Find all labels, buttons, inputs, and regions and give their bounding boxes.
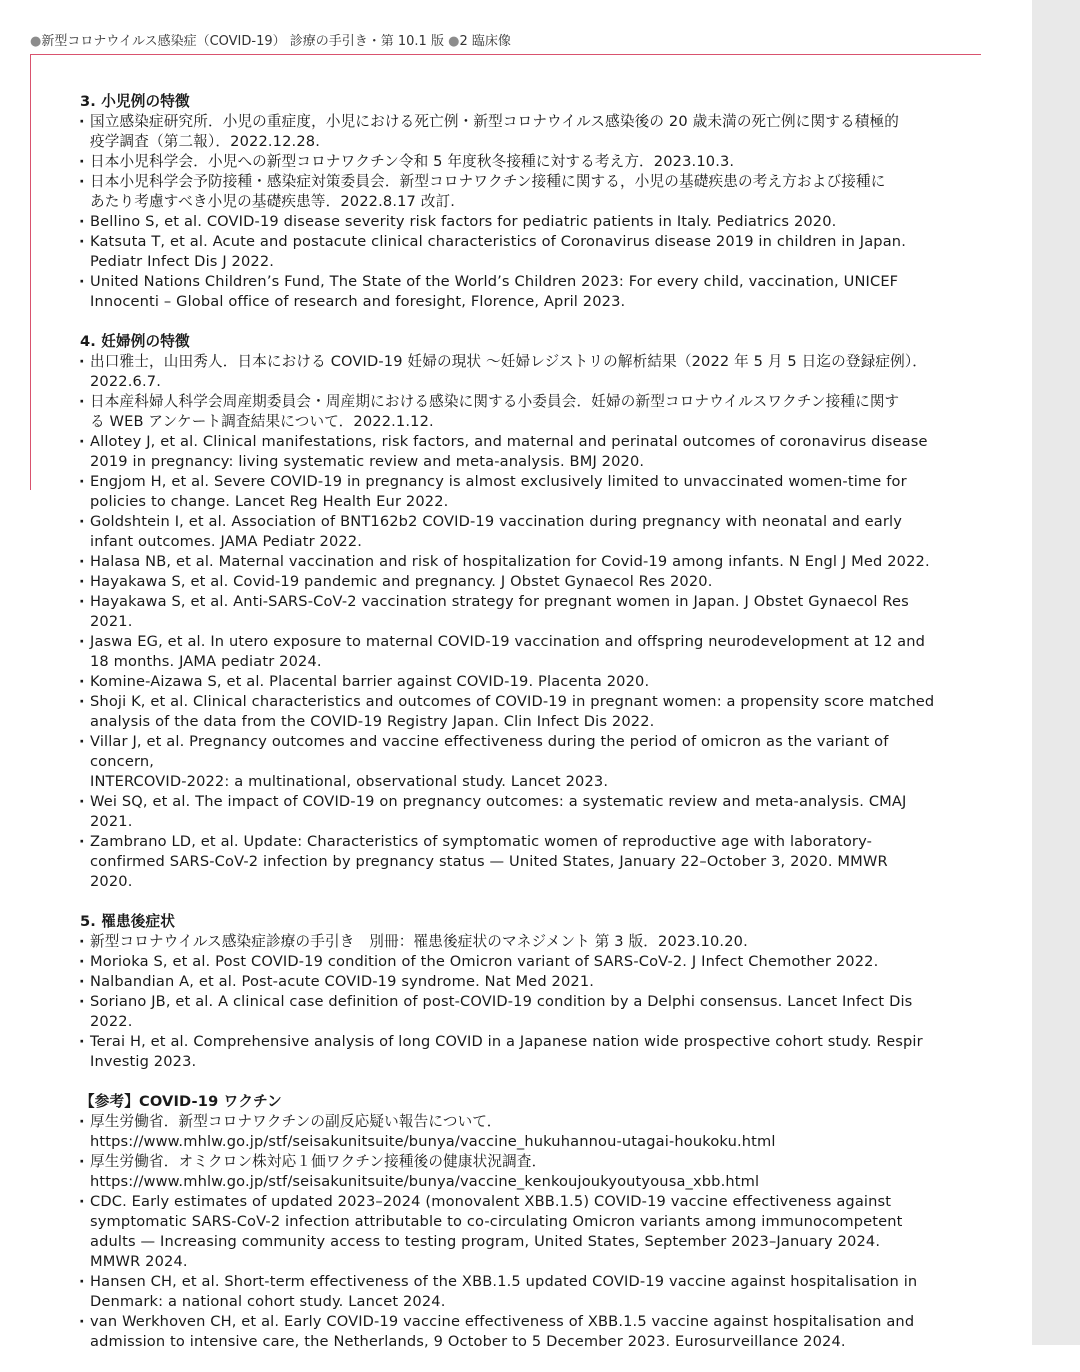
margin-rule — [30, 54, 31, 490]
reference-item: · United Nations Children’s Fund, The State of the World’s Children 2023: For every child, vaccination, UNICEF Innocenti – Global office of research and foresight, Florence, April 2023. — [78, 272, 938, 312]
reference-item: · Halasa NB, et al. Maternal vaccination and risk of hospitalization for Covid-19 among infants. N Engl J Med 2022. — [78, 552, 938, 572]
reference-item: · Jaswa EG, et al. In utero exposure to maternal COVID-19 vaccination and offspring neurodevelopment at 12 and 18 months. JAMA pediatr 2024. — [78, 632, 938, 672]
reference-items — [78, 932, 938, 1072]
reference-item: · Komine-Aizawa S, et al. Placental barrier against COVID-19. Placenta 2020. — [78, 672, 938, 692]
reference-item: · Allotey J, et al. Clinical manifestations, risk factors, and maternal and perinatal outcomes of coronavirus disease 2019 in pregnancy: living systematic review and meta-analysis. BMJ 2020. — [78, 432, 938, 472]
reference-item: · Wei SQ, et al. The impact of COVID-19 on pregnancy outcomes: a systematic review and meta-analysis. CMAJ 2021. — [78, 792, 938, 832]
reference-item: · Engjom H, et al. Severe COVID-19 in pregnancy is almost exclusively limited to unvaccinated women-time for policies to change. Lancet Reg Health Eur 2022. — [78, 472, 938, 512]
reference-item: · 日本小児科学会．小児への新型コロナワクチン令和 5 年度秋冬接種に対する考え方．2023.10.3. — [78, 152, 938, 172]
right-margin-strip — [1032, 0, 1080, 1345]
running-title: 新型コロナウイルス感染症（COVID-19） 診療の手引き・第 10.1 版 — [41, 34, 444, 49]
reference-section — [78, 92, 938, 312]
chapter-label: 2 臨床像 — [459, 34, 511, 49]
reference-item: · Hayakawa S, et al. Covid-19 pandemic and pregnancy. J Obstet Gynaecol Res 2020. — [78, 572, 938, 592]
reference-items — [78, 112, 938, 312]
reference-item: · 厚生労働省．新型コロナワクチンの副反応疑い報告について． https://www.mhlw.go.jp/stf/seisakunitsuite/bunya/vaccine_hukuhannou-utagai-houkoku.html — [78, 1112, 938, 1152]
reference-item: · Hansen CH, et al. Short-term effectiveness of the XBB.1.5 updated COVID-19 vaccine against hospitalisation in Denmark: a national cohort study. Lancet 2024. — [78, 1272, 938, 1312]
reference-item: · Villar J, et al. Pregnancy outcomes and vaccine effectiveness during the period of omicron as the variant of concern, INTERCOVID-2022: a multinational, observational study. Lancet 2023. — [78, 732, 938, 792]
reference-item: · 新型コロナウイルス感染症診療の手引き 別冊：罹患後症状のマネジメント 第 3 版．2023.10.20. — [78, 932, 938, 952]
reference-items — [78, 1112, 938, 1352]
reference-item: · CDC. Early estimates of updated 2023–2024 (monovalent XBB.1.5) COVID-19 vaccine effectiveness against symptomatic SARS-CoV-2 infection attributable to co-circulating Omicron variants among immunocompetent adults — Increasing community access to testing program, United States, September 2023–January 2024. MMWR 2024. — [78, 1192, 938, 1272]
reference-item: · Katsuta T, et al. Acute and postacute clinical characteristics of Coronavirus disease 2019 in children in Japan. Pediatr Infect Dis J 2022. — [78, 232, 938, 272]
reference-item: · 日本小児科学会予防接種・感染症対策委員会．新型コロナワクチン接種に関する，小児の基礎疾患の考え方および接種に あたり考慮すべき小児の基礎疾患等．2022.8.17 改訂. — [78, 172, 938, 212]
reference-items — [78, 352, 938, 892]
reference-item: · Bellino S, et al. COVID-19 disease severity risk factors for pediatric patients in Italy. Pediatrics 2020. — [78, 212, 938, 232]
header-bullet-icon: ● — [30, 34, 42, 49]
reference-item: · Morioka S, et al. Post COVID-19 condition of the Omicron variant of SARS-CoV-2. J Infect Chemother 2022. — [78, 952, 938, 972]
running-header — [30, 33, 511, 51]
reference-item: · Nalbandian A, et al. Post-acute COVID-19 syndrome. Nat Med 2021. — [78, 972, 938, 992]
reference-section — [78, 912, 938, 1072]
reference-item: · Zambrano LD, et al. Update: Characteristics of symptomatic women of reproductive age with laboratory- confirmed SARS-CoV-2 infection by pregnancy status — United States, January 22–October 3, 2020. MMWR 2020. — [78, 832, 938, 892]
reference-section — [78, 1092, 938, 1352]
chapter-bullet-icon: ● — [448, 34, 460, 49]
section-title: 【参考】COVID-19 ワクチン — [80, 1093, 282, 1110]
reference-item: · Shoji K, et al. Clinical characteristics and outcomes of COVID-19 in pregnant women: a propensity score matched analysis of the data from the COVID-19 Registry Japan. Clin Infect Dis 2022. — [78, 692, 938, 732]
reference-section — [78, 332, 938, 892]
section-title: 5. 罹患後症状 — [80, 913, 175, 930]
reference-item: · 国立感染症研究所．小児の重症度，小児における死亡例・新型コロナウイルス感染後の 20 歳未満の死亡例に関する積極的 疫学調査（第二報）．2022.12.28. — [78, 112, 938, 152]
reference-item: · 出口雅士，山田秀人．日本における COVID-19 妊婦の現状 〜妊婦レジストリの解析結果（2022 年 5 月 5 日迄の登録症例）． 2022.6.7. — [78, 352, 938, 392]
reference-list — [78, 92, 938, 1372]
section-title: 4. 妊婦例の特徴 — [80, 333, 190, 350]
reference-item: · Hayakawa S, et al. Anti-SARS-CoV-2 vaccination strategy for pregnant women in Japan. J Obstet Gynaecol Res 2021. — [78, 592, 938, 632]
reference-item: · Soriano JB, et al. A clinical case definition of post-COVID-19 condition by a Delphi consensus. Lancet Infect Dis 2022. — [78, 992, 938, 1032]
reference-item: · van Werkhoven CH, et al. Early COVID-19 vaccine effectiveness of XBB.1.5 vaccine against hospitalisation and admission to intensive care, the Netherlands, 9 October to 5 December 2023. Eurosurveillance 2024. — [78, 1312, 938, 1352]
reference-item: · 厚生労働省．オミクロン株対応１価ワクチン接種後の健康状況調査． https://www.mhlw.go.jp/stf/seisakunitsuite/bunya/vaccine_kenkoujoukyoutyousa_xbb.html — [78, 1152, 938, 1192]
reference-item: · 日本産科婦人科学会周産期委員会・周産期における感染に関する小委員会．妊婦の新型コロナウイルスワクチン接種に関す る WEB アンケート調査結果について．2022.1.12. — [78, 392, 938, 432]
reference-item: · Goldshtein I, et al. Association of BNT162b2 COVID-19 vaccination during pregnancy with neonatal and early infant outcomes. JAMA Pediatr 2022. — [78, 512, 938, 552]
section-title: 3. 小児例の特徴 — [80, 93, 190, 110]
reference-item: · Terai H, et al. Comprehensive analysis of long COVID in a Japanese nation wide prospective cohort study. Respir Investig 2023. — [78, 1032, 938, 1072]
header-rule — [30, 54, 981, 55]
